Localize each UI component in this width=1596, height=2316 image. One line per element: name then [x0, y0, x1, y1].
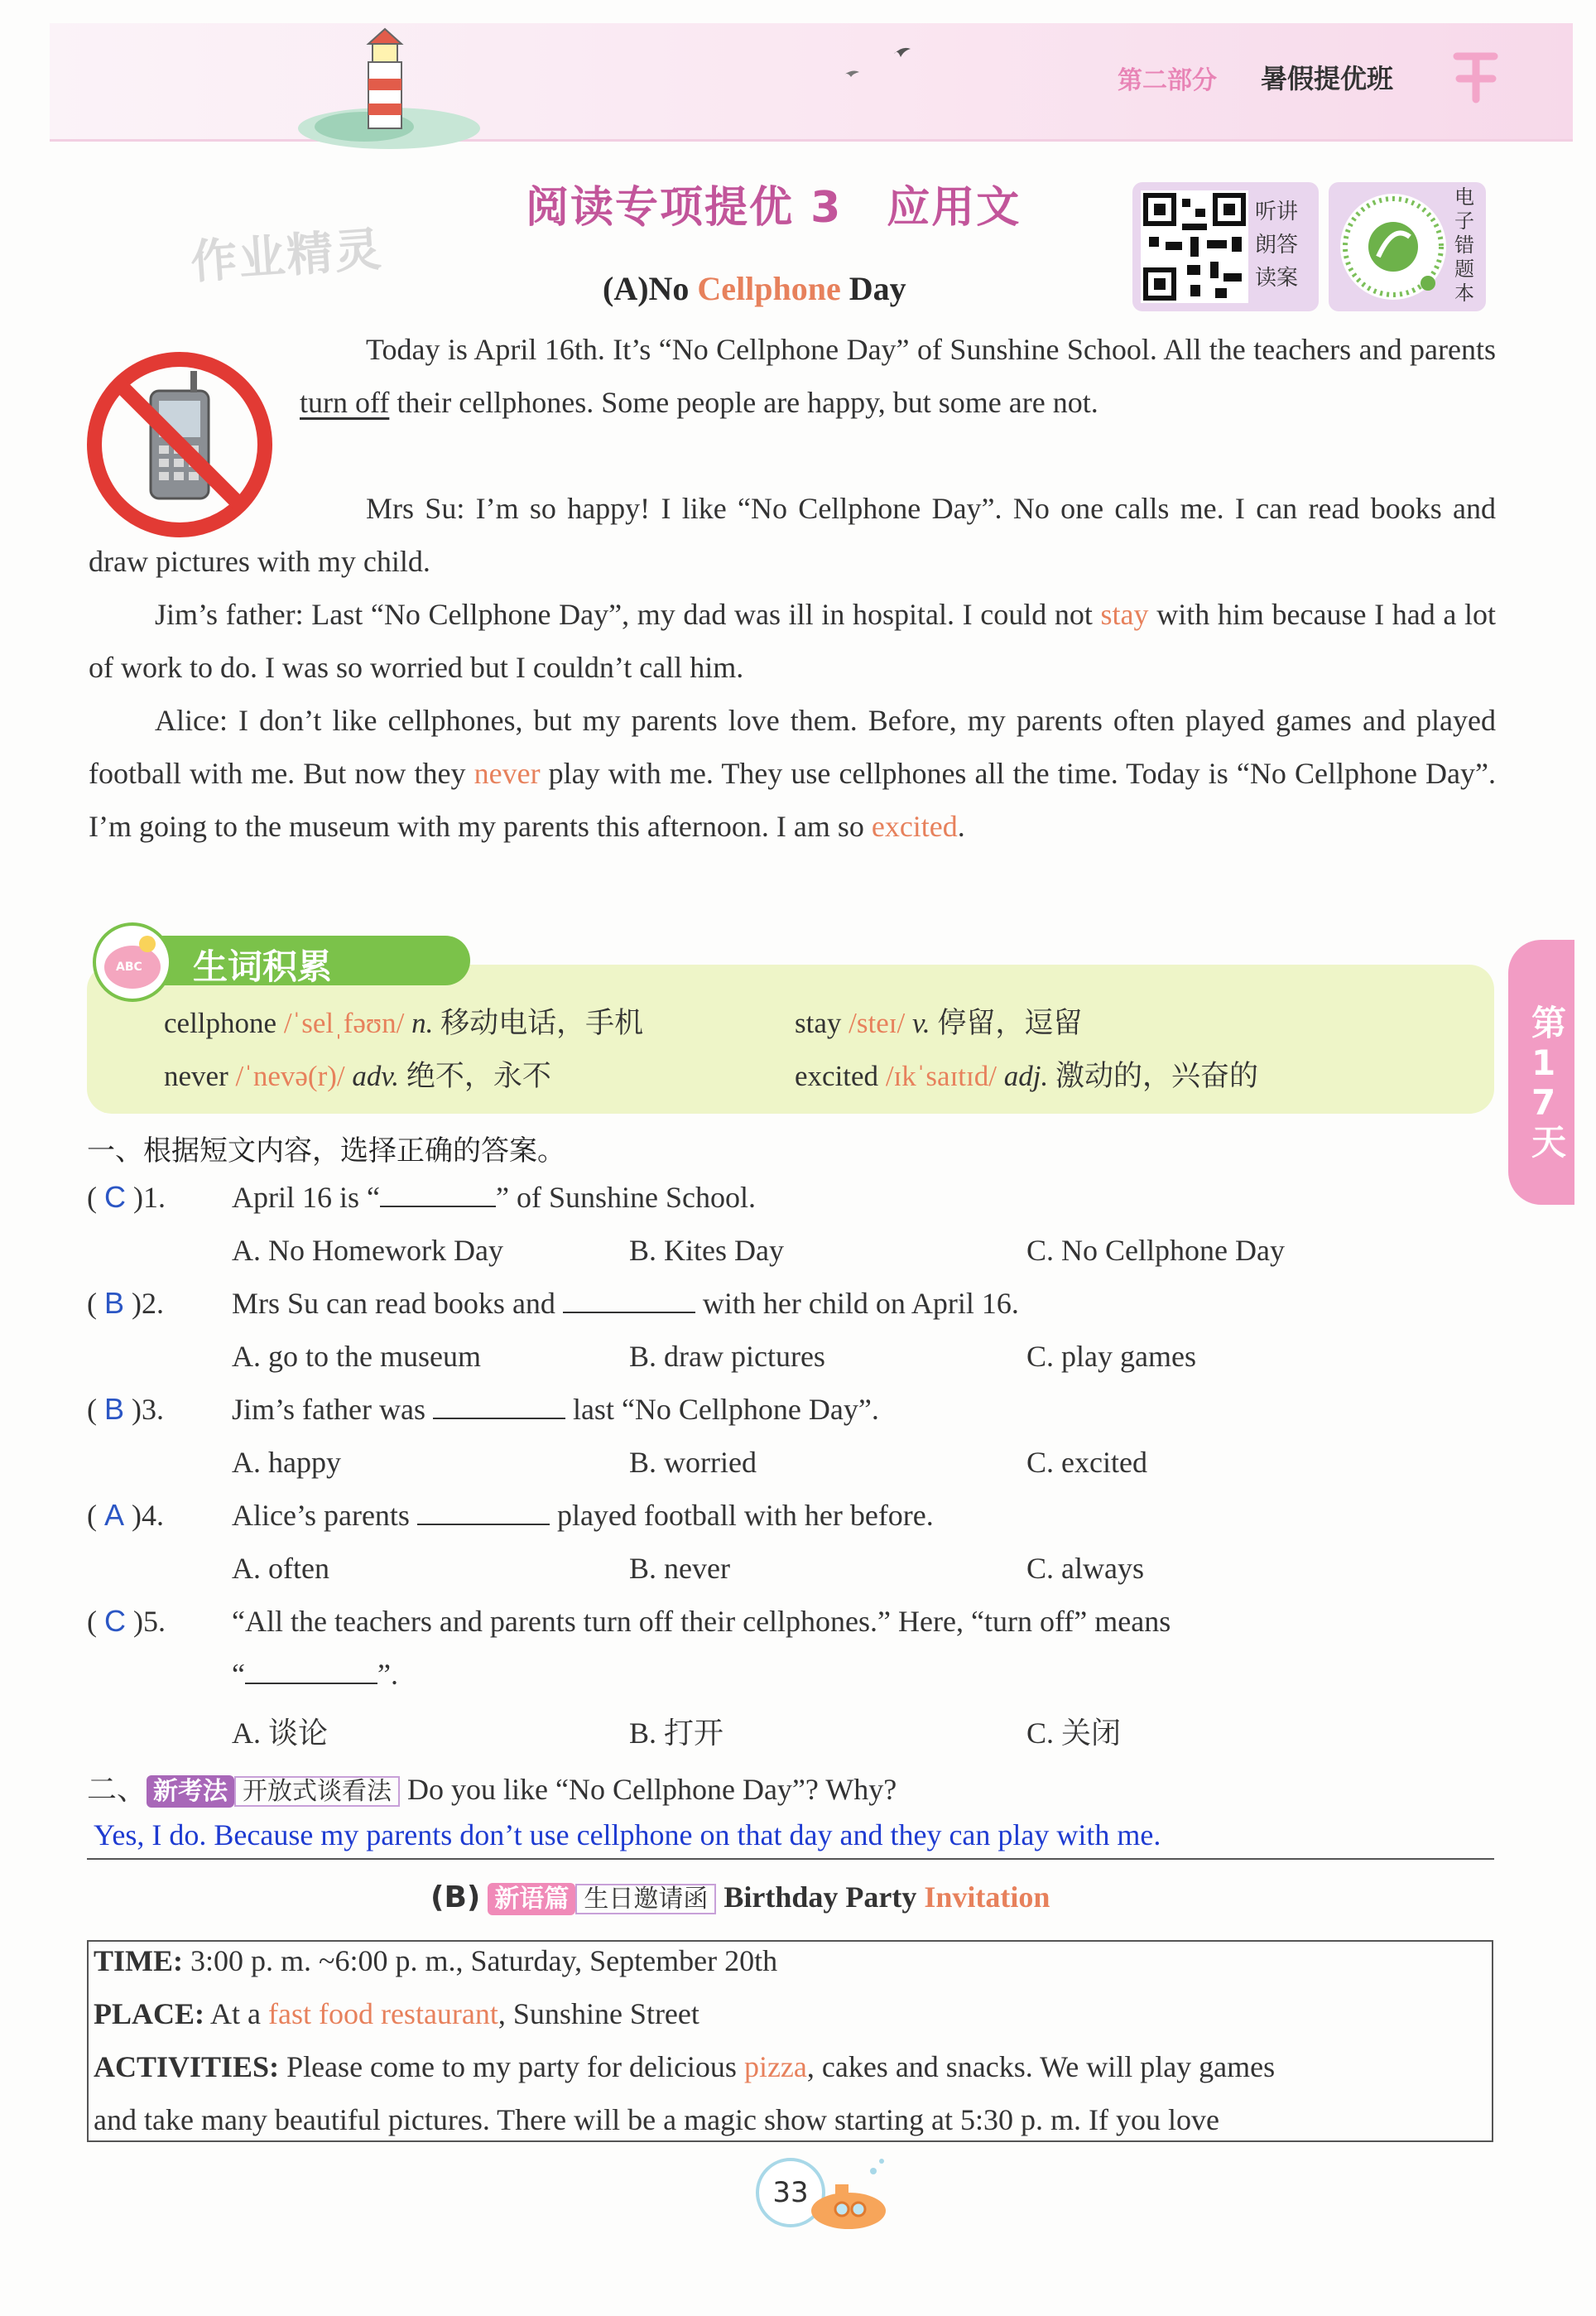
passage-b-title: Birthday Party [723, 1880, 925, 1914]
activities-text: Please come to my party for delicious [279, 2050, 744, 2083]
lighthouse-icon [290, 21, 488, 153]
question-number: )3. [132, 1393, 165, 1426]
stem-before: April 16 is “ [232, 1181, 380, 1214]
vocab-pos: adv. [352, 1060, 400, 1092]
vocab-title: 生词积累 [193, 946, 333, 987]
question-3: ( B )3. [87, 1392, 165, 1426]
question-1: ( C )1. [87, 1180, 166, 1214]
question-number: )1. [133, 1181, 166, 1214]
place-text-end: , Sunshine Street [498, 1997, 699, 2030]
part2-prefix: 二、 [87, 1773, 147, 1807]
question-3-stem [232, 1392, 879, 1427]
new-exam-tag: 新考法 [147, 1775, 234, 1808]
place-text: At a [204, 1997, 268, 2030]
vocab-ipa: /ˈselˌfəʊn/ [283, 1007, 405, 1039]
stem-before: Mrs Su can read books and [232, 1287, 555, 1320]
vocab-pos: n. [411, 1007, 434, 1039]
part2-answer: Yes, I do. Because my parents don’t use cellphone on that day and they can play with me. [94, 1818, 1161, 1851]
invitation-time [94, 1943, 777, 1978]
vocab-word: cellphone [164, 1007, 277, 1039]
answer-2: B [104, 1286, 125, 1320]
passage-b-title-highlight: Invitation [924, 1880, 1050, 1914]
place-highlight: fast food restaurant [268, 1997, 498, 2030]
stem-after: with her child on April 16. [702, 1287, 1019, 1320]
header-divider [50, 139, 1573, 142]
watermark: 作业精灵 [189, 222, 385, 291]
stem-before: Jim’s father was [232, 1393, 425, 1426]
vocab-meaning: 移动电话，手机 [440, 1007, 644, 1039]
new-text-tag: 新语篇 [488, 1883, 575, 1915]
p1-underlined: turn off [300, 386, 390, 419]
answer-5: C [104, 1604, 126, 1638]
vocab-pos: v. [911, 1007, 930, 1039]
question-1-stem [232, 1180, 756, 1215]
qr-left-labels [1255, 195, 1313, 295]
heading-highlight: Cellphone [697, 270, 841, 307]
vocab-item-cellphone [164, 1000, 643, 1042]
option-c: C. play games [1026, 1340, 1196, 1373]
option-a: A. 谈论 [232, 1717, 328, 1750]
place-label: PLACE: [94, 1997, 204, 2030]
part2-question [87, 1766, 897, 1808]
mini-program-code-icon [1337, 190, 1449, 303]
answer-4: A [104, 1498, 125, 1532]
option-c: C. No Cellphone Day [1026, 1234, 1285, 1267]
option-a: A. happy [232, 1446, 341, 1479]
qr-listen-box[interactable] [1132, 182, 1319, 311]
tag-text: 生日邀请函 [575, 1884, 716, 1914]
question-5-stem: “All the teachers and parents turn off their cellphones.” Here, “turn off” means [232, 1605, 1171, 1638]
page-number: 33 [772, 2176, 809, 2209]
option-b: B. draw pictures [629, 1340, 825, 1373]
activities-text-end: , cakes and snacks. We will play games [806, 2050, 1276, 2083]
vocab-pos: adj. [1003, 1060, 1049, 1092]
qr-code-icon [1141, 190, 1248, 303]
option-a: A. often [232, 1552, 329, 1585]
passage-a-heading [603, 269, 906, 308]
vocab-meaning: 停留，逗留 [937, 1007, 1083, 1039]
answer-blank[interactable] [245, 1674, 377, 1684]
option-b: B. worried [629, 1446, 757, 1479]
vocab-header [89, 919, 379, 995]
question-5: ( C )5. [87, 1604, 166, 1638]
answer-3: B [104, 1392, 125, 1426]
qr-right-label: 电子错题本 [1454, 185, 1474, 305]
qr-label-line: 朗答 [1255, 233, 1299, 258]
answer-blank[interactable] [563, 1303, 695, 1313]
stem-before: Alice’s parents [232, 1499, 410, 1532]
question-4: ( A )4. [87, 1498, 165, 1532]
qr-label-line: 读案 [1255, 266, 1299, 291]
stem-after: ”. [377, 1658, 398, 1691]
p1-text: Today is April 16th. It’s “No Cellphone Day” of Sunshine School. All the teachers and parents [366, 333, 1496, 366]
vocab-ipa: /steɪ/ [848, 1007, 906, 1039]
vocab-item-excited [795, 1053, 1258, 1095]
invitation-activities-line2: and take many beautiful pictures. There will be a magic show starting at 5:30 p. m. If you love [94, 2103, 1219, 2136]
stem-after: played football with her before. [556, 1499, 934, 1532]
piggy-label: ABC [116, 961, 142, 974]
time-label: TIME: [94, 1944, 183, 1977]
stem-after: last “No Cellphone Day”. [572, 1393, 879, 1426]
passage-a-paragraph-1 [300, 323, 1496, 429]
p4-highlight-2: excited [871, 810, 958, 843]
vocab-word: excited [795, 1060, 879, 1092]
passage-b-label: (B) [430, 1880, 481, 1914]
heading-prefix: (A)No [603, 270, 698, 307]
p4-text-end: . [957, 810, 965, 843]
option-a: A. go to the museum [232, 1340, 481, 1373]
p4-text: Alice: I don’t like cellphones, but my parents love them. Before, my parents often played games and played football with me. But now they [89, 704, 1496, 790]
header-decoration-icon [1453, 41, 1502, 108]
question-5-blank-line: “ ”. [232, 1658, 398, 1691]
section-title: 阅读专项提优 3 应用文 [526, 183, 1022, 233]
time-value: 3:00 p. m. ~6:00 p. m., Saturday, September 20th [183, 1944, 778, 1977]
answer-blank[interactable] [433, 1409, 565, 1419]
activities-highlight: pizza [743, 2050, 807, 2083]
vocab-ipa: /ˈnevə(r)/ [235, 1060, 345, 1092]
question-number: )4. [132, 1499, 165, 1532]
part2-question-text: Do you like “No Cellphone Day”? Why? [407, 1773, 897, 1806]
answer-blank[interactable] [417, 1515, 550, 1525]
part1-title: 一、根据短文内容，选择正确的答案。 [87, 1134, 565, 1168]
p3-text: Jim’s father: Last “No Cellphone Day”, my dad was ill in hospital. I could not [155, 598, 1101, 631]
question-2: ( B )2. [87, 1286, 165, 1320]
answer-line [87, 1858, 1494, 1860]
option-c: C. 关闭 [1026, 1717, 1122, 1750]
p4-highlight: never [474, 757, 541, 790]
question-number: )2. [132, 1287, 165, 1320]
passage-a-paragraph-4 [89, 694, 1496, 853]
seagull-icon [836, 37, 927, 87]
p3-highlight: stay [1100, 598, 1149, 631]
p1-text-end: their cellphones. Some people are happy, but some are not. [389, 386, 1098, 419]
option-b: B. never [629, 1552, 730, 1585]
option-b: B. 打开 [629, 1717, 724, 1750]
invitation-activities [94, 2049, 1275, 2084]
stem-after: ” of Sunshine School. [495, 1181, 756, 1214]
passage-a-paragraph-2: Mrs Su: I’m so happy! I like “No Cellphone Day”. No one calls me. I can read books and draw pictures with my child. [89, 492, 1496, 578]
option-b: B. Kites Day [629, 1234, 784, 1267]
answer-1: C [104, 1180, 126, 1214]
p4-text-middle: play with me. They use cellphones all the time. Today is “No Cellphone Day”. I’m going to the museum with my parents this afternoon. I am so [89, 757, 1496, 843]
vocab-word: stay [795, 1007, 842, 1039]
question-number: )5. [133, 1605, 166, 1638]
question-4-stem [232, 1498, 934, 1533]
qr-error-book-box[interactable] [1329, 182, 1486, 311]
vocab-meaning: 激动的，兴奋的 [1055, 1060, 1258, 1092]
p3-text-end: with him because I had a lot of work to do. I was so worried but I couldn’t call him. [89, 598, 1496, 684]
heading-suffix: Day [840, 270, 906, 307]
answer-blank[interactable] [380, 1197, 496, 1207]
tag-text: 开放式谈看法 [234, 1776, 400, 1807]
activities-label: ACTIVITIES: [94, 2050, 280, 2083]
question-2-stem [232, 1286, 1019, 1321]
invitation-place [94, 1996, 699, 2031]
passage-a-paragraph-3 [89, 588, 1496, 694]
vocab-meaning: 绝不，永不 [406, 1060, 551, 1092]
option-c: C. always [1026, 1552, 1144, 1585]
vocab-ipa: /ɪkˈsaɪtɪd/ [885, 1060, 997, 1092]
option-c: C. excited [1026, 1446, 1147, 1479]
header-course: 暑假提优班 [1261, 63, 1394, 94]
vocab-word: never [164, 1060, 228, 1092]
qr-label-line: 听讲 [1255, 200, 1299, 224]
passage-b-heading [430, 1878, 1050, 1914]
vocab-item-never [164, 1053, 551, 1095]
option-a: A. No Homework Day [232, 1234, 503, 1267]
vocab-item-stay [795, 1000, 1082, 1042]
day-side-tab-label: 第17天 [1531, 1003, 1567, 1163]
header-part: 第二部分 [1118, 66, 1217, 95]
